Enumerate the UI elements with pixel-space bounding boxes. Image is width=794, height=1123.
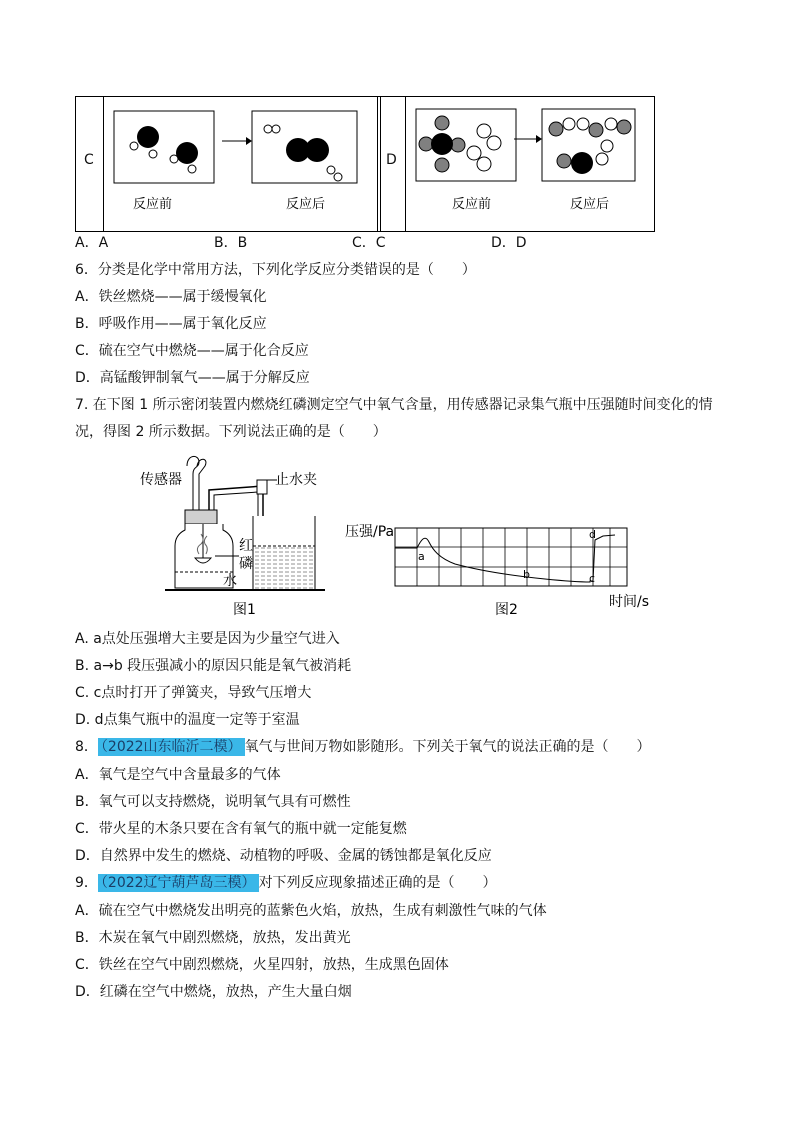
y-axis-label: 压强/Pa	[345, 524, 395, 540]
q5-cell-d-label: D	[386, 152, 397, 168]
q9-option-a: A．硫在空气中燃烧发出明亮的蓝紫色火焰，放热，生成有刺激性气味的气体	[75, 903, 547, 919]
point-c-label: c	[589, 572, 596, 585]
white-atom	[264, 125, 272, 133]
white-atom	[577, 118, 589, 130]
q5-diagram-d	[406, 97, 653, 230]
q8-option-c: C．带火星的木条只要在含有氧气的瓶中就一定能复燃	[75, 821, 407, 837]
sensor-wire	[197, 459, 206, 518]
white-atom	[130, 142, 138, 150]
grey-atom	[589, 123, 603, 137]
q8-option-d: D．自然界中发生的燃烧、动植物的呼吸、金属的锈蚀都是氧化反应	[75, 848, 492, 864]
white-atom	[601, 140, 613, 152]
q7-stem-line2: 况，得图 2 所示数据。下列说法正确的是（ ）	[75, 424, 387, 440]
point-a-label: a	[418, 550, 425, 563]
stopper	[185, 510, 217, 524]
white-atom	[487, 136, 501, 150]
q9-option-c: C．铁丝在空气中剧烈燃烧，火星四射，放热，生成黑色固体	[75, 957, 449, 973]
phosphorus-label-1: 红	[239, 538, 253, 554]
arrow-head	[536, 135, 542, 143]
white-atom	[327, 166, 335, 174]
white-atom	[596, 153, 608, 165]
white-atom	[334, 173, 342, 181]
q5-option-c: C．C	[352, 235, 386, 251]
white-atom	[605, 118, 617, 130]
q5-table-divider-mid2	[380, 96, 381, 231]
q8-option-a: A．氧气是空气中含量最多的气体	[75, 767, 281, 783]
white-atom	[272, 125, 280, 133]
point-b-label: b	[523, 568, 530, 581]
q6-stem: 6．分类是化学中常用方法，下列化学反应分类错误的是（ ）	[75, 262, 476, 278]
grey-atom	[549, 122, 563, 136]
grey-atom	[617, 120, 631, 134]
c-before-box	[114, 111, 214, 183]
black-atom	[137, 126, 159, 148]
black-atom	[176, 142, 198, 164]
q5-option-d: D．D	[491, 235, 527, 251]
phosphorus-label-2: 磷	[239, 556, 253, 572]
grey-atom	[557, 154, 571, 168]
q9-stem: 对下列反应现象描述正确的是（ ）	[258, 875, 497, 891]
q6-option-c: C．硫在空气中燃烧——属于化合反应	[75, 343, 309, 359]
point-d-label: d	[589, 528, 596, 541]
d-after-label: 反应后	[570, 197, 610, 212]
d-before-label: 反应前	[452, 197, 492, 212]
q6-option-d: D．高锰酸钾制氧气——属于分解反应	[75, 370, 310, 386]
grey-atom	[451, 138, 465, 152]
q8-option-b: B．氧气可以支持燃烧，说明氧气具有可燃性	[75, 794, 351, 810]
q6-option-a: A．铁丝燃烧——属于缓慢氧化	[75, 289, 267, 305]
q5-table-divider-mid1	[377, 96, 378, 231]
white-atom	[563, 118, 575, 130]
c-before-label: 反应前	[133, 197, 173, 212]
q9-stem-line	[75, 874, 497, 892]
white-atom	[149, 150, 157, 158]
q8-stem: 氧气与世间万物如影随形。下列关于氧气的说法正确的是（ ）	[244, 739, 651, 755]
q9-source-tag: （2022辽宁葫芦岛三模）	[98, 874, 259, 892]
x-axis-label: 时间/s	[609, 594, 650, 610]
water-label: 水	[223, 573, 237, 589]
black-atom	[305, 138, 329, 162]
q9-option-b: B．木炭在氧气中剧烈燃烧，放热，发出黄光	[75, 930, 351, 946]
q6-option-b: B．呼吸作用——属于氧化反应	[75, 316, 267, 332]
q7-figure2-graph	[345, 518, 655, 618]
q5-diagram-c	[104, 97, 377, 230]
q7-option-d: D. d点集气瓶中的温度一定等于室温	[75, 712, 300, 728]
white-atom	[477, 124, 491, 138]
q8-stem-line	[75, 738, 651, 756]
white-atom	[477, 157, 491, 171]
white-atom	[170, 155, 178, 163]
grey-atom	[419, 137, 433, 151]
beaker-water	[254, 546, 314, 589]
q7-stem-line1: 7. 在下图 1 所示密闭装置内燃烧红磷测定空气中氧气含量，用传感器记录集气瓶中压强随时间变化的情	[75, 397, 713, 413]
q7-option-c: C. c点时打开了弹簧夹，导致气压增大	[75, 685, 312, 701]
figure2-caption: 图2	[495, 602, 518, 618]
q8-number: 8．	[75, 739, 98, 755]
grey-atom	[435, 116, 449, 130]
figure1-caption: 图1	[233, 602, 256, 618]
sensor-label: 传感器	[140, 472, 182, 488]
arrow-head	[246, 137, 252, 145]
black-atom	[431, 133, 453, 155]
white-atom	[467, 146, 481, 160]
q8-source-tag: （2022山东临沂二模）	[98, 738, 245, 756]
q5-option-b: B．B	[214, 235, 248, 251]
black-atom	[571, 152, 593, 174]
q9-option-d: D．红磷在空气中燃烧，放热，产生大量白烟	[75, 984, 352, 1000]
grey-atom	[435, 158, 449, 172]
q5-cell-c-label: C	[84, 152, 94, 168]
q7-figure1-apparatus	[135, 450, 335, 620]
clamp-label: 止水夹	[275, 472, 317, 488]
white-atom	[188, 165, 196, 173]
q7-option-a: A. a点处压强增大主要是因为少量空气进入	[75, 631, 340, 647]
q5-option-a: A．A	[75, 235, 109, 251]
c-after-label: 反应后	[286, 197, 326, 212]
q7-option-b: B. a→b 段压强减小的原因只能是氧气被消耗	[75, 658, 352, 674]
q9-number: 9．	[75, 875, 98, 891]
water-clamp	[257, 480, 267, 494]
